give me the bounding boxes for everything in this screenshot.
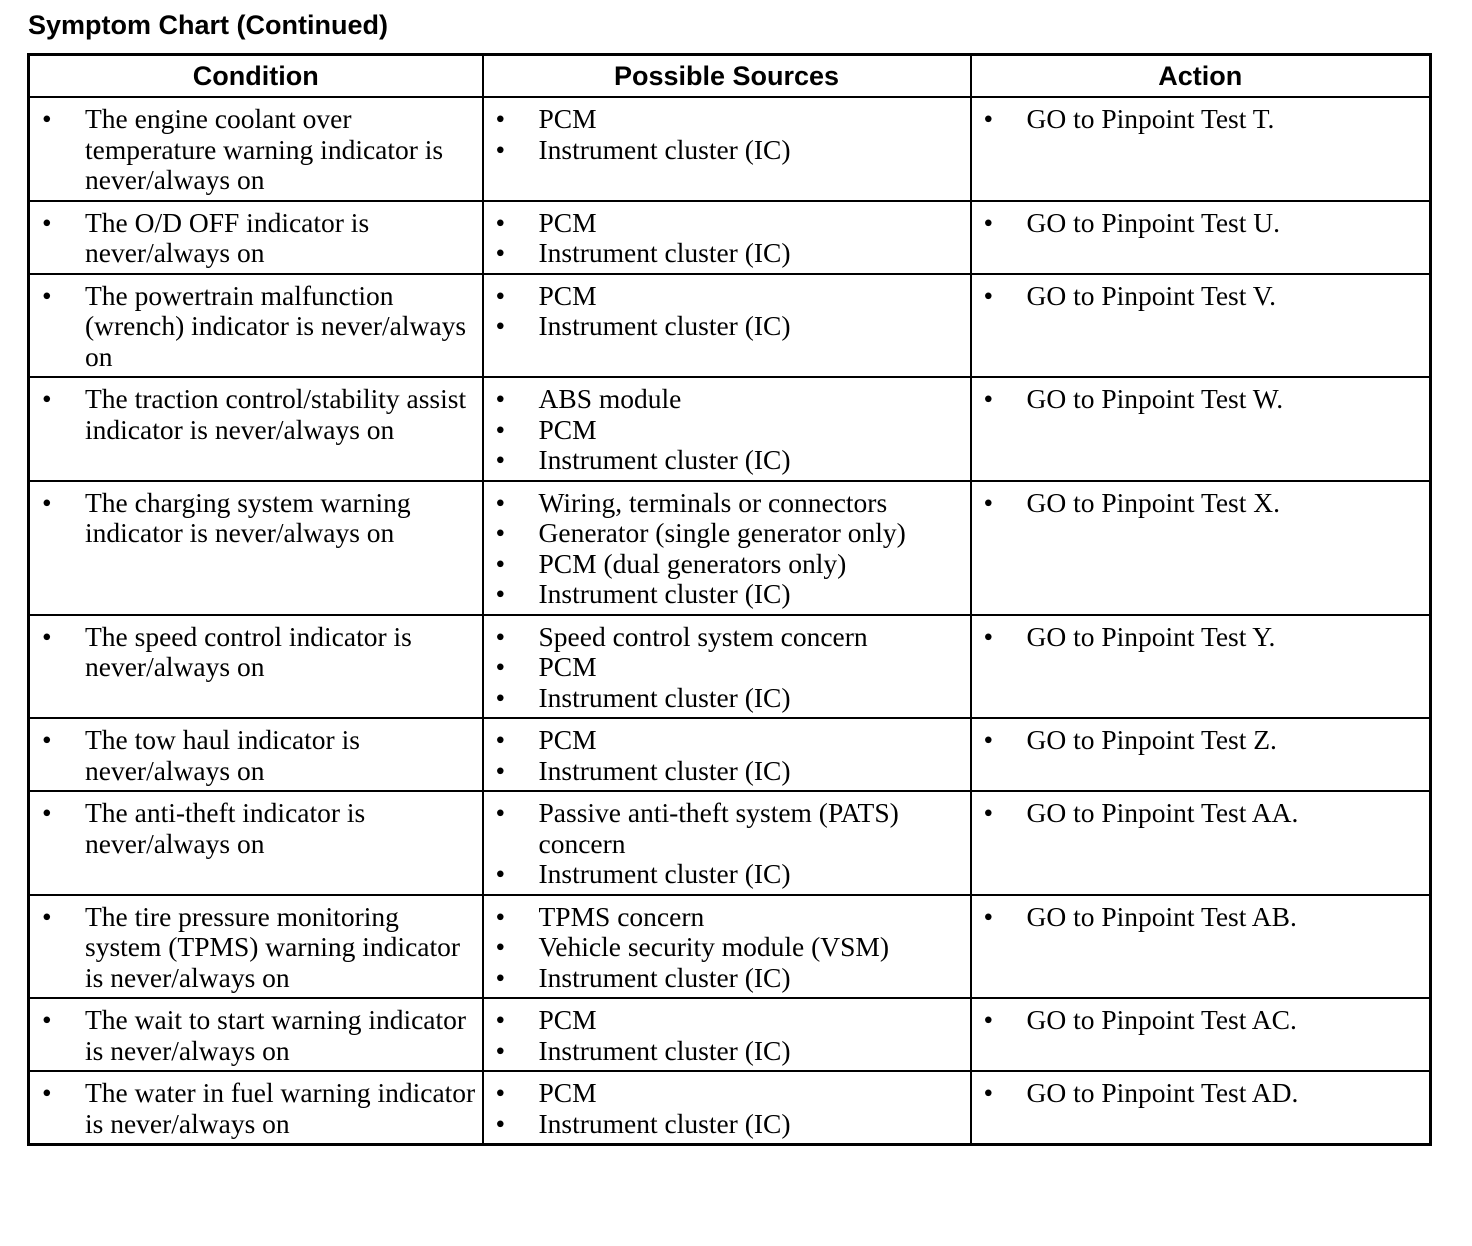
condition-list <box>30 208 478 269</box>
action-text: • GO to Pinpoint Test X. <box>972 488 1426 519</box>
condition-list <box>30 488 478 549</box>
possible-sources-list <box>484 281 966 342</box>
symptom-chart-table <box>27 53 1432 1146</box>
possible-source-item: • Wiring, terminals or connectors <box>484 488 966 519</box>
condition-cell <box>29 201 483 274</box>
table-row <box>29 97 1431 201</box>
condition-text: • The speed control indicator is never/always on <box>30 622 478 683</box>
possible-source-item: • PCM (dual generators only) <box>484 549 966 580</box>
condition-text: • The water in fuel warning indicator is never/always on <box>30 1078 478 1139</box>
column-header-action: Action <box>971 55 1431 98</box>
possible-sources-cell <box>483 377 971 481</box>
possible-sources-cell <box>483 718 971 791</box>
condition-text: • The wait to start warning indicator is never/always on <box>30 1005 478 1066</box>
condition-cell <box>29 718 483 791</box>
column-header-condition: Condition <box>29 55 483 98</box>
action-text: • GO to Pinpoint Test U. <box>972 208 1426 239</box>
possible-source-item: • Instrument cluster (IC) <box>484 1109 966 1140</box>
possible-sources-cell <box>483 274 971 378</box>
action-cell <box>971 201 1431 274</box>
action-list <box>972 902 1426 933</box>
action-list <box>972 1005 1426 1036</box>
action-text: • GO to Pinpoint Test T. <box>972 104 1426 135</box>
condition-text: • The tow haul indicator is never/always on <box>30 725 478 786</box>
possible-source-item: • Speed control system concern <box>484 622 966 653</box>
action-cell <box>971 895 1431 999</box>
possible-source-item: • Instrument cluster (IC) <box>484 963 966 994</box>
possible-source-item: • TPMS concern <box>484 902 966 933</box>
table-row <box>29 274 1431 378</box>
condition-text: • The powertrain malfunction (wrench) indicator is never/always on <box>30 281 478 373</box>
possible-source-item: • PCM <box>484 725 966 756</box>
condition-cell <box>29 998 483 1071</box>
condition-text: • The O/D OFF indicator is never/always on <box>30 208 478 269</box>
condition-list <box>30 798 478 859</box>
action-list <box>972 384 1426 415</box>
action-cell <box>971 998 1431 1071</box>
possible-source-item: • Instrument cluster (IC) <box>484 238 966 269</box>
condition-list <box>30 104 478 196</box>
possible-sources-list <box>484 488 966 610</box>
table-row <box>29 718 1431 791</box>
possible-source-item: • PCM <box>484 415 966 446</box>
action-list <box>972 798 1426 829</box>
possible-sources-list <box>484 902 966 994</box>
action-cell <box>971 718 1431 791</box>
possible-source-item: • PCM <box>484 652 966 683</box>
action-text: • GO to Pinpoint Test AA. <box>972 798 1426 829</box>
possible-sources-cell <box>483 791 971 895</box>
action-text: • GO to Pinpoint Test AB. <box>972 902 1426 933</box>
condition-list <box>30 1005 478 1066</box>
action-list <box>972 488 1426 519</box>
action-text: • GO to Pinpoint Test AD. <box>972 1078 1426 1109</box>
action-cell <box>971 97 1431 201</box>
condition-list <box>30 281 478 373</box>
table-row <box>29 791 1431 895</box>
action-list <box>972 1078 1426 1109</box>
possible-sources-cell <box>483 615 971 719</box>
table-row <box>29 377 1431 481</box>
condition-cell <box>29 791 483 895</box>
condition-cell <box>29 481 483 615</box>
table-row <box>29 201 1431 274</box>
action-text: • GO to Pinpoint Test Y. <box>972 622 1426 653</box>
action-list <box>972 725 1426 756</box>
possible-sources-list <box>484 208 966 269</box>
action-text: • GO to Pinpoint Test V. <box>972 281 1426 312</box>
condition-list <box>30 725 478 786</box>
condition-text: • The traction control/stability assist indicator is never/always on <box>30 384 478 445</box>
possible-source-item: • Instrument cluster (IC) <box>484 311 966 342</box>
possible-source-item: • Instrument cluster (IC) <box>484 445 966 476</box>
action-cell <box>971 615 1431 719</box>
condition-cell <box>29 274 483 378</box>
possible-source-item: • Instrument cluster (IC) <box>484 135 966 166</box>
condition-text: • The tire pressure monitoring system (TPMS) warning indicator is never/always on <box>30 902 478 994</box>
possible-source-item: • PCM <box>484 281 966 312</box>
possible-source-item: • Instrument cluster (IC) <box>484 579 966 610</box>
condition-list <box>30 1078 478 1139</box>
possible-source-item: • PCM <box>484 1005 966 1036</box>
possible-sources-list <box>484 104 966 165</box>
table-row <box>29 615 1431 719</box>
action-list <box>972 281 1426 312</box>
possible-source-item: • PCM <box>484 208 966 239</box>
possible-sources-list <box>484 798 966 890</box>
condition-text: • The engine coolant over temperature warning indicator is never/always on <box>30 104 478 196</box>
table-row <box>29 998 1431 1071</box>
possible-sources-list <box>484 1078 966 1139</box>
possible-sources-list <box>484 1005 966 1066</box>
possible-sources-cell <box>483 481 971 615</box>
possible-source-item: • Passive anti-theft system (PATS) concern <box>484 798 966 859</box>
condition-cell <box>29 97 483 201</box>
possible-sources-cell <box>483 1071 971 1145</box>
possible-source-item: • PCM <box>484 1078 966 1109</box>
possible-source-item: • Instrument cluster (IC) <box>484 683 966 714</box>
action-cell <box>971 377 1431 481</box>
condition-cell <box>29 615 483 719</box>
condition-cell <box>29 1071 483 1145</box>
action-cell <box>971 791 1431 895</box>
condition-cell <box>29 895 483 999</box>
possible-source-item: • Instrument cluster (IC) <box>484 859 966 890</box>
possible-source-item: • ABS module <box>484 384 966 415</box>
condition-list <box>30 384 478 445</box>
possible-sources-list <box>484 622 966 714</box>
action-cell <box>971 1071 1431 1145</box>
possible-sources-cell <box>483 97 971 201</box>
possible-sources-list <box>484 384 966 476</box>
condition-list <box>30 622 478 683</box>
condition-list <box>30 902 478 994</box>
possible-source-item: • Instrument cluster (IC) <box>484 756 966 787</box>
action-list <box>972 104 1426 135</box>
possible-source-item: • Instrument cluster (IC) <box>484 1036 966 1067</box>
possible-sources-cell <box>483 895 971 999</box>
table-row <box>29 481 1431 615</box>
column-header-possible-sources: Possible Sources <box>483 55 971 98</box>
table-row <box>29 1071 1431 1145</box>
possible-sources-cell <box>483 998 971 1071</box>
possible-source-item: • PCM <box>484 104 966 135</box>
action-text: • GO to Pinpoint Test W. <box>972 384 1426 415</box>
table-body <box>29 97 1431 1145</box>
possible-sources-list <box>484 725 966 786</box>
condition-text: • The charging system warning indicator is never/always on <box>30 488 478 549</box>
action-cell <box>971 274 1431 378</box>
possible-source-item: • Generator (single generator only) <box>484 518 966 549</box>
action-list <box>972 208 1426 239</box>
action-text: • GO to Pinpoint Test Z. <box>972 725 1426 756</box>
possible-sources-cell <box>483 201 971 274</box>
page-title: Symptom Chart (Continued) <box>28 10 388 40</box>
table-row <box>29 895 1431 999</box>
condition-cell <box>29 377 483 481</box>
condition-text: • The anti-theft indicator is never/always on <box>30 798 478 859</box>
action-list <box>972 622 1426 653</box>
possible-source-item: • Vehicle security module (VSM) <box>484 932 966 963</box>
table-header-row <box>29 55 1431 98</box>
action-cell <box>971 481 1431 615</box>
action-text: • GO to Pinpoint Test AC. <box>972 1005 1426 1036</box>
